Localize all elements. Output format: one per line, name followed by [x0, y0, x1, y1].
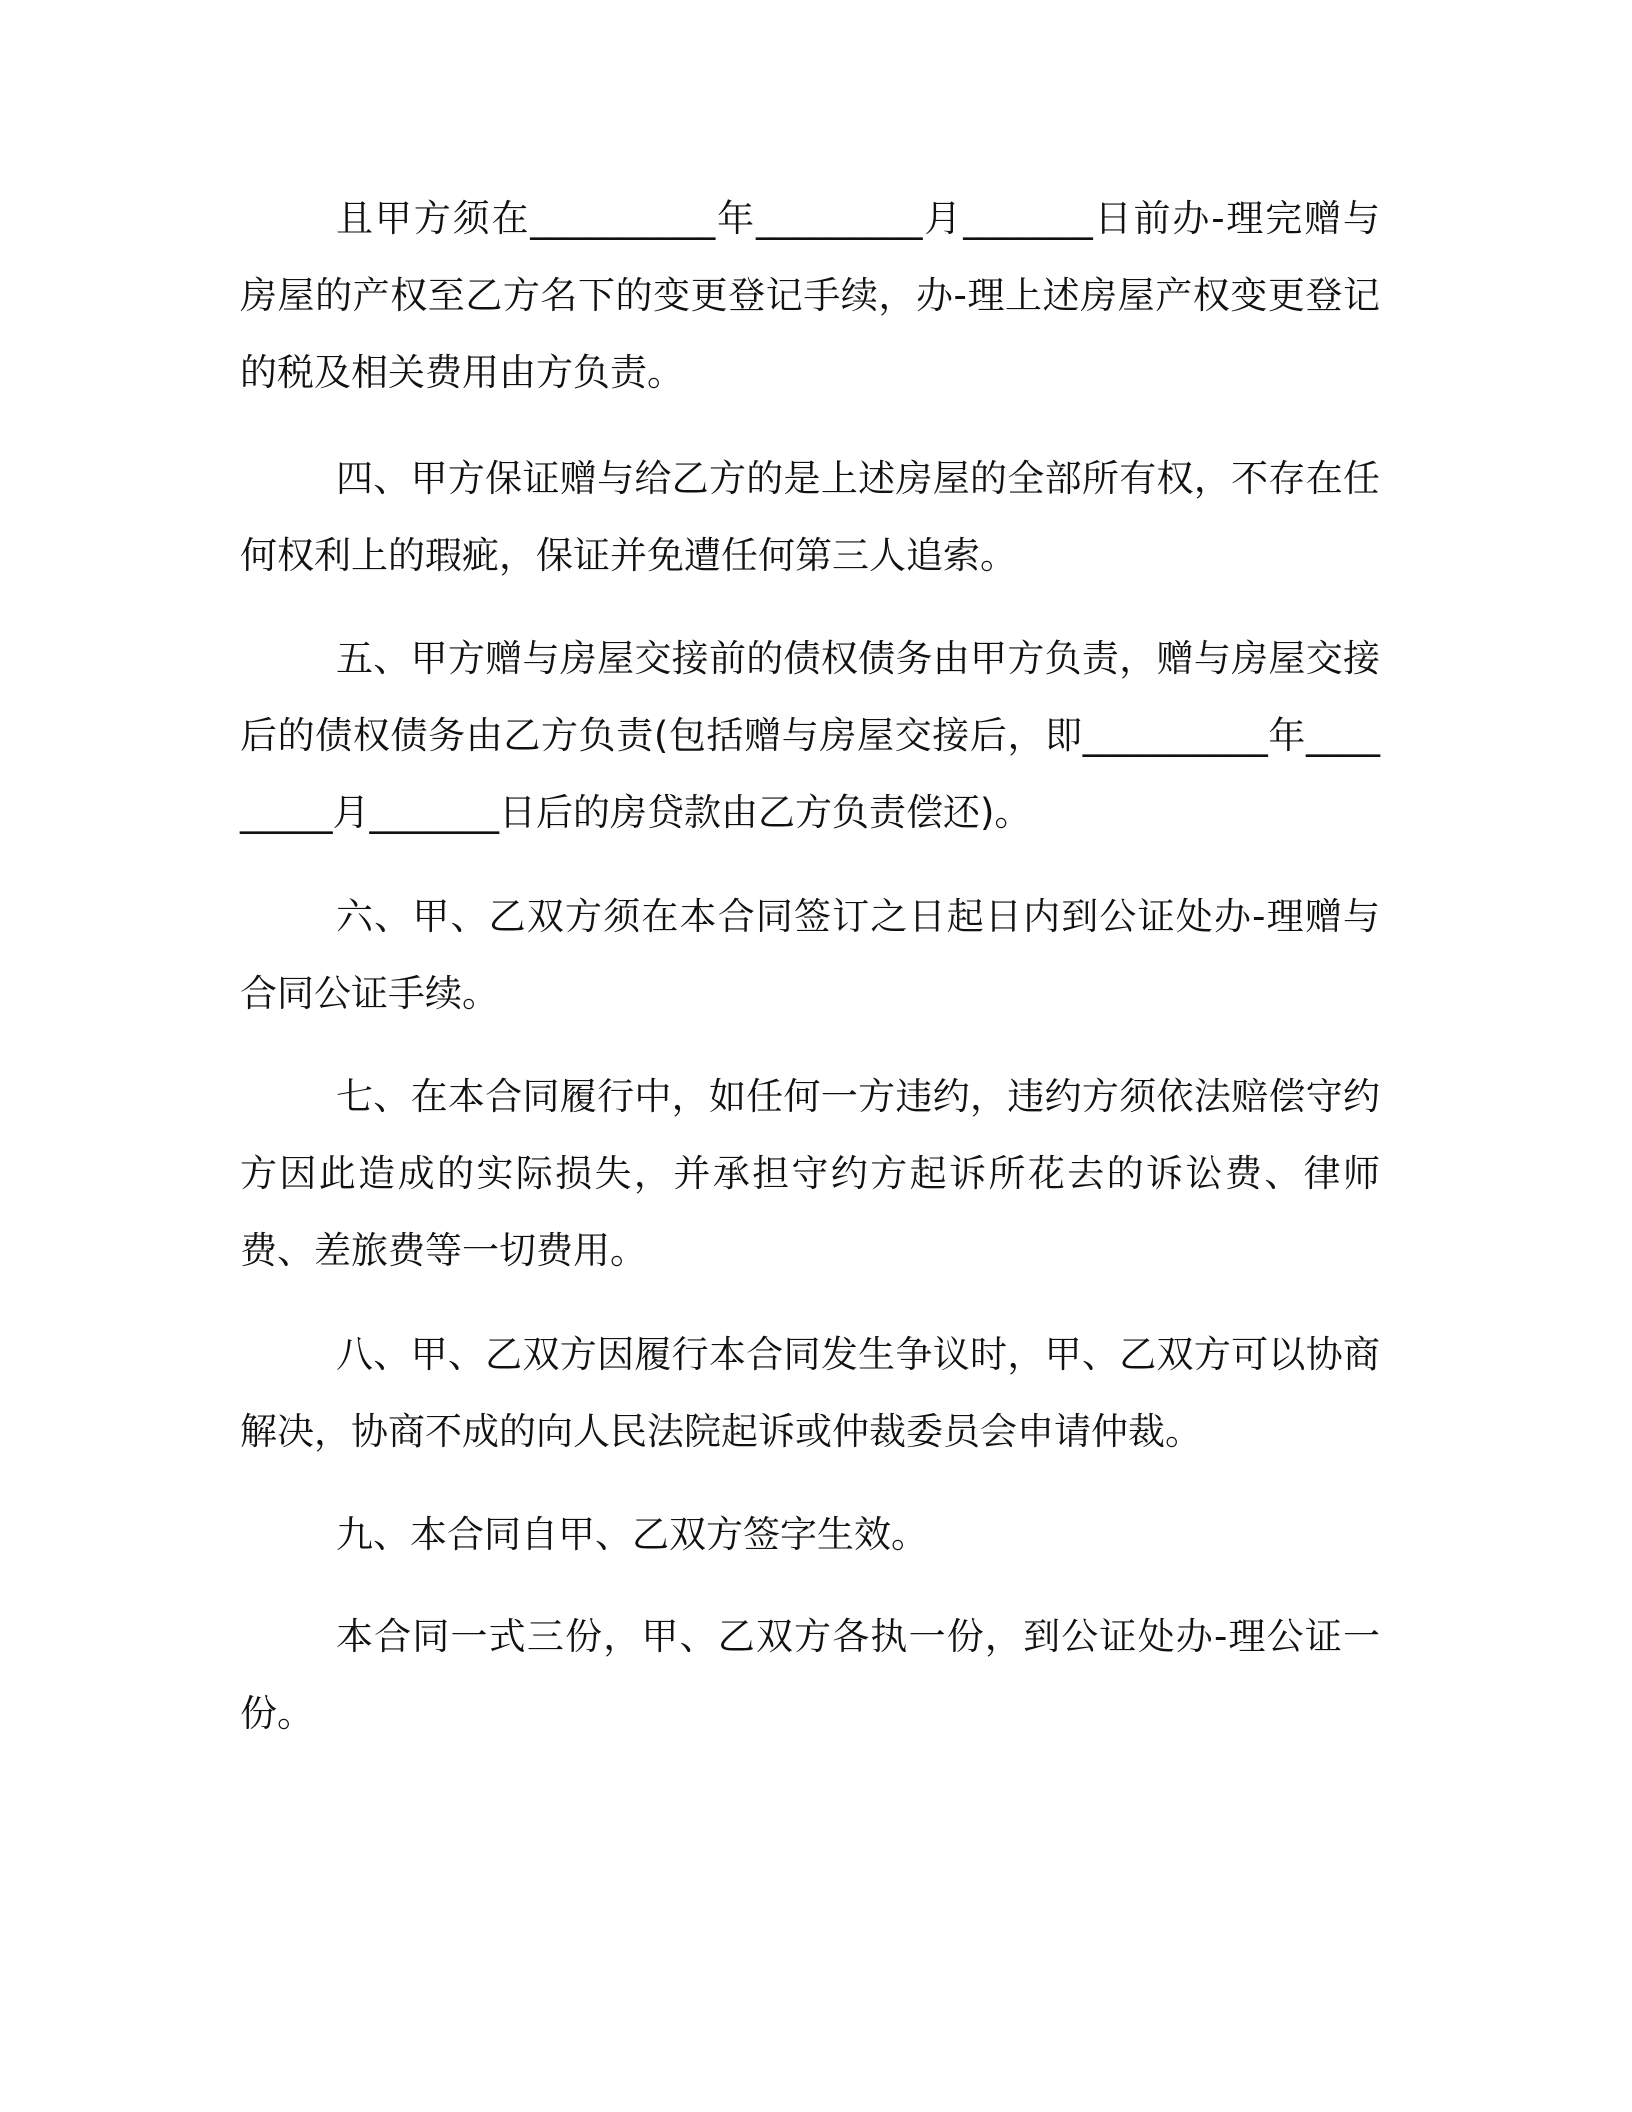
- paragraph-clause-7: 七、在本合同履行中，如任何一方违约，违约方须依法赔偿守约方因此造成的实际损失，并承担守约方起诉所花去的诉讼费、律师费、差旅费等一切费用。: [240, 1075, 1380, 1272]
- paragraph-clause-5: 五、甲方赠与房屋交接前的债权债务由甲方负责，赠与房屋交接后的债权债务由乙方负责(包括赠与房屋交接后，即__________年_________月_______日后的房贷款由乙方负责偿还)。: [240, 637, 1380, 834]
- paragraph-clause-6: 六、甲、乙双方须在本合同签订之日起日内到公证处办-理赠与合同公证手续。: [240, 895, 1380, 1015]
- paragraph-clause-4: 四、甲方保证赠与给乙方的是上述房屋的全部所有权，不存在任何权利上的瑕疵，保证并免遭任何第三人追索。: [240, 457, 1380, 577]
- paragraph-clause-9: 九、本合同自甲、乙双方签字生效。: [336, 1513, 928, 1556]
- paragraph-transfer-registration: 且甲方须在__________年_________月_______日前办-理完赠与房屋的产权至乙方名下的变更登记手续，办-理上述房屋产权变更登记的税及相关费用由方负责。: [240, 197, 1380, 394]
- paragraph-copies: 本合同一式三份，甲、乙双方各执一份，到公证处办-理公证一份。: [240, 1615, 1380, 1735]
- paragraph-clause-8: 八、甲、乙双方因履行本合同发生争议时，甲、乙双方可以协商解决，协商不成的向人民法院起诉或仲裁委员会申请仲裁。: [240, 1333, 1380, 1453]
